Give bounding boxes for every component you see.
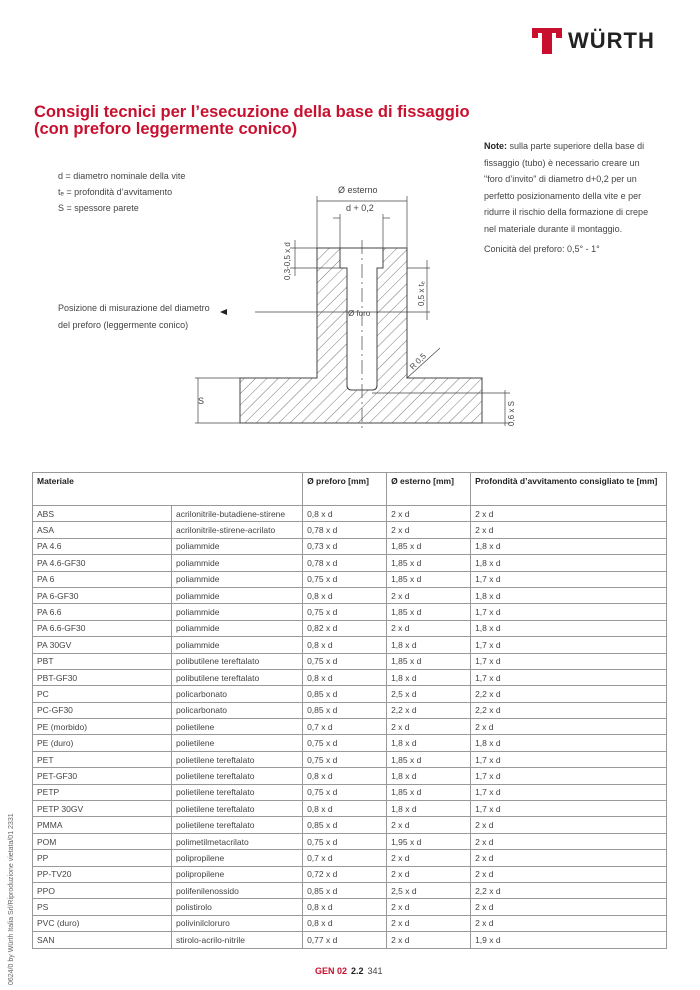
cell-depth: 1,9 x d xyxy=(471,932,667,948)
cell-outer: 2 x d xyxy=(387,719,471,735)
cell-description: stirolo-acrilo-nitrile xyxy=(172,932,303,948)
header-pre-hole: Ø preforo [mm] xyxy=(303,473,387,506)
cell-material: PETP xyxy=(33,784,172,800)
cell-depth: 2 x d xyxy=(471,817,667,833)
cell-material: PA 30GV xyxy=(33,637,172,653)
cell-material: POM xyxy=(33,833,172,849)
table-row xyxy=(33,620,667,636)
cell-description: policarbonato xyxy=(172,702,303,718)
cell-description: poliammide xyxy=(172,604,303,620)
cell-pre-hole: 0,75 x d xyxy=(303,784,387,800)
cell-pre-hole: 0,8 x d xyxy=(303,506,387,522)
cell-depth: 1,7 x d xyxy=(471,768,667,784)
cell-pre-hole: 0,85 x d xyxy=(303,882,387,898)
cell-pre-hole: 0,8 x d xyxy=(303,768,387,784)
cell-pre-hole: 0,8 x d xyxy=(303,637,387,653)
cell-pre-hole: 0,8 x d xyxy=(303,801,387,817)
cell-depth: 1,8 x d xyxy=(471,538,667,554)
cell-depth: 1,7 x d xyxy=(471,637,667,653)
table-header xyxy=(33,473,667,506)
cell-outer: 1,95 x d xyxy=(387,833,471,849)
cell-outer: 1,85 x d xyxy=(387,538,471,554)
cell-pre-hole: 0,73 x d xyxy=(303,538,387,554)
cell-depth: 2 x d xyxy=(471,506,667,522)
label-top-depth: 0,3-0,5 x d xyxy=(283,242,292,280)
cell-depth: 2,2 x d xyxy=(471,686,667,702)
page-footer xyxy=(315,966,383,976)
label-hole-diameter: Ø foro xyxy=(348,309,371,318)
cell-outer: 1,85 x d xyxy=(387,555,471,571)
cell-material: PC xyxy=(33,686,172,702)
cell-material: PPO xyxy=(33,882,172,898)
technical-drawing xyxy=(0,0,700,470)
cell-pre-hole: 0,8 x d xyxy=(303,669,387,685)
title-line-1: Consigli tecnici per l’esecuzione della base di fissaggio xyxy=(34,103,470,121)
cell-material: PA 6.6 xyxy=(33,604,172,620)
label-radius: R 0,5 xyxy=(408,351,428,372)
cell-depth: 1,8 x d xyxy=(471,587,667,603)
table-row xyxy=(33,637,667,653)
cell-outer: 1,8 x d xyxy=(387,637,471,653)
cell-description: polietilene xyxy=(172,735,303,751)
cell-depth: 1,8 x d xyxy=(471,735,667,751)
cell-outer: 1,85 x d xyxy=(387,784,471,800)
cell-material: ASA xyxy=(33,522,172,538)
conicity-text: Conicità del preforo: 0,5° - 1° xyxy=(484,244,600,254)
cell-material: PS xyxy=(33,899,172,915)
table-row xyxy=(33,522,667,538)
brand-name: WÜRTH xyxy=(568,28,655,53)
cell-pre-hole: 0,75 x d xyxy=(303,571,387,587)
cell-outer: 2,5 x d xyxy=(387,686,471,702)
cell-material: PP xyxy=(33,850,172,866)
cell-pre-hole: 0,85 x d xyxy=(303,702,387,718)
cell-description: policarbonato xyxy=(172,686,303,702)
cell-pre-hole: 0,8 x d xyxy=(303,899,387,915)
cell-outer: 1,8 x d xyxy=(387,735,471,751)
cell-material: PA 6-GF30 xyxy=(33,587,172,603)
cell-material: PVC (duro) xyxy=(33,915,172,931)
table-row xyxy=(33,686,667,702)
page-number: 341 xyxy=(367,966,383,976)
table-row xyxy=(33,882,667,898)
cell-material: PA 4.6-GF30 xyxy=(33,555,172,571)
cell-depth: 2,2 x d xyxy=(471,882,667,898)
cell-material: PA 6 xyxy=(33,571,172,587)
cell-description: polipropilene xyxy=(172,866,303,882)
table-row xyxy=(33,932,667,948)
table-row xyxy=(33,555,667,571)
footer-section: GEN 02 xyxy=(315,966,348,976)
cell-description: polietilene tereftalato xyxy=(172,784,303,800)
cell-description: poliammide xyxy=(172,538,303,554)
note-label: Note: xyxy=(484,141,507,151)
cell-outer: 1,85 x d xyxy=(387,653,471,669)
table-row xyxy=(33,751,667,767)
cell-pre-hole: 0,75 x d xyxy=(303,604,387,620)
cell-pre-hole: 0,72 x d xyxy=(303,866,387,882)
cell-pre-hole: 0,82 x d xyxy=(303,620,387,636)
table-row xyxy=(33,817,667,833)
table-row xyxy=(33,768,667,784)
cell-material: PETP 30GV xyxy=(33,801,172,817)
cell-material: PET-GF30 xyxy=(33,768,172,784)
note-text: sulla parte superiore della base di fissaggio (tubo) è necessario creare un "foro d’invito" di diametro d+0,2 per un perfetto posizionamento della vite e per ridurre il rischio della formazione di crepe nel materiale durante il montaggio. xyxy=(484,141,649,234)
table-row xyxy=(33,801,667,817)
cell-outer: 2 x d xyxy=(387,587,471,603)
cell-pre-hole: 0,78 x d xyxy=(303,555,387,571)
cell-material: PMMA xyxy=(33,817,172,833)
cell-depth: 1,7 x d xyxy=(471,669,667,685)
cell-description: acrilonitrile-stirene-acrilato xyxy=(172,522,303,538)
legend-item: d = diametro nominale della vite xyxy=(58,171,186,181)
cell-material: ABS xyxy=(33,506,172,522)
table-row xyxy=(33,899,667,915)
materials-table xyxy=(32,472,667,949)
boss-section xyxy=(240,248,482,423)
cell-material: PC-GF30 xyxy=(33,702,172,718)
table-row xyxy=(33,784,667,800)
cell-description: polimetilmetacrilato xyxy=(172,833,303,849)
table-row xyxy=(33,669,667,685)
cell-material: PP-TV20 xyxy=(33,866,172,882)
table-row xyxy=(33,587,667,603)
cell-pre-hole: 0,75 x d xyxy=(303,735,387,751)
label-wall: S xyxy=(198,396,205,406)
cell-pre-hole: 0,8 x d xyxy=(303,587,387,603)
cell-depth: 1,7 x d xyxy=(471,784,667,800)
cell-material: SAN xyxy=(33,932,172,948)
table-row xyxy=(33,538,667,554)
cell-outer: 2 x d xyxy=(387,899,471,915)
cell-description: poliammide xyxy=(172,637,303,653)
table-row xyxy=(33,735,667,751)
cell-depth: 2 x d xyxy=(471,899,667,915)
cell-outer: 1,85 x d xyxy=(387,571,471,587)
label-counterbore: d + 0,2 xyxy=(346,203,374,213)
table-row xyxy=(33,653,667,669)
table-row xyxy=(33,866,667,882)
cell-description: polietilene tereftalato xyxy=(172,751,303,767)
cell-material: PET xyxy=(33,751,172,767)
cell-depth: 1,7 x d xyxy=(471,801,667,817)
cell-outer: 1,85 x d xyxy=(387,604,471,620)
cell-outer: 1,8 x d xyxy=(387,768,471,784)
cell-material: PBT xyxy=(33,653,172,669)
cell-depth: 1,7 x d xyxy=(471,571,667,587)
legend-item: tₑ = profondità d’avvitamento xyxy=(58,187,173,197)
cell-material: PBT-GF30 xyxy=(33,669,172,685)
table-row xyxy=(33,702,667,718)
cell-depth: 2,2 x d xyxy=(471,702,667,718)
cell-pre-hole: 0,7 x d xyxy=(303,850,387,866)
header-outer: Ø esterno [mm] xyxy=(387,473,471,506)
cell-depth: 1,7 x d xyxy=(471,653,667,669)
table-row xyxy=(33,571,667,587)
cell-description: poliammide xyxy=(172,587,303,603)
cell-outer: 1,85 x d xyxy=(387,751,471,767)
cell-material: PE (morbido) xyxy=(33,719,172,735)
cell-description: polipropilene xyxy=(172,850,303,866)
header-depth: Profondità d’avvitamento consigliato te [mm] xyxy=(471,473,667,506)
cell-depth: 2 x d xyxy=(471,719,667,735)
measure-position-line-1: Posizione di misurazione del diametro xyxy=(58,303,210,313)
cell-depth: 2 x d xyxy=(471,833,667,849)
cell-outer: 2 x d xyxy=(387,522,471,538)
table-row xyxy=(33,506,667,522)
label-outer-diameter: Ø esterno xyxy=(338,185,378,195)
table-row xyxy=(33,604,667,620)
cell-outer: 2 x d xyxy=(387,620,471,636)
cell-depth: 2 x d xyxy=(471,915,667,931)
cell-depth: 1,8 x d xyxy=(471,555,667,571)
cell-description: polietilene tereftalato xyxy=(172,817,303,833)
table-row xyxy=(33,719,667,735)
cell-pre-hole: 0,75 x d xyxy=(303,751,387,767)
cell-description: poliammide xyxy=(172,555,303,571)
cell-depth: 2 x d xyxy=(471,522,667,538)
cell-material: PA 4.6 xyxy=(33,538,172,554)
label-bottom-thickness: 0,6 x S xyxy=(507,401,516,426)
arrow-icon xyxy=(220,309,227,315)
cell-description: poliammide xyxy=(172,571,303,587)
cell-depth: 1,8 x d xyxy=(471,620,667,636)
cell-pre-hole: 0,75 x d xyxy=(303,653,387,669)
cell-outer: 2,2 x d xyxy=(387,702,471,718)
cell-pre-hole: 0,77 x d xyxy=(303,932,387,948)
label-half-depth: 0,5 x tₑ xyxy=(417,281,426,306)
cell-outer: 2 x d xyxy=(387,866,471,882)
cell-description: acrilonitrile-butadiene-stirene xyxy=(172,506,303,522)
footer-subsection: 2.2 xyxy=(351,966,364,976)
cell-description: polistirolo xyxy=(172,899,303,915)
cell-pre-hole: 0,75 x d xyxy=(303,833,387,849)
measure-position-line-2: del preforo (leggermente conico) xyxy=(58,320,189,330)
cell-pre-hole: 0,85 x d xyxy=(303,686,387,702)
title-line-2: (con preforo leggermente conico) xyxy=(34,120,298,138)
cell-outer: 2 x d xyxy=(387,932,471,948)
header-material: Materiale xyxy=(33,473,303,506)
cell-depth: 1,7 x d xyxy=(471,751,667,767)
cell-pre-hole: 0,85 x d xyxy=(303,817,387,833)
cell-description: polivinilcloruro xyxy=(172,915,303,931)
cell-outer: 1,8 x d xyxy=(387,669,471,685)
cell-pre-hole: 0,78 x d xyxy=(303,522,387,538)
table-row xyxy=(33,915,667,931)
cell-outer: 2 x d xyxy=(387,506,471,522)
cell-pre-hole: 0,7 x d xyxy=(303,719,387,735)
cell-outer: 1,8 x d xyxy=(387,801,471,817)
copyright-note: 0624/0 by Würth Italia Srl/Riproduzione vietata/01 2331 xyxy=(8,813,15,985)
table-row xyxy=(33,850,667,866)
cell-depth: 2 x d xyxy=(471,850,667,866)
legend-item: S = spessore parete xyxy=(58,203,139,213)
cell-outer: 2 x d xyxy=(387,850,471,866)
cell-depth: 2 x d xyxy=(471,866,667,882)
cell-description: polietilene xyxy=(172,719,303,735)
cell-description: polietilene tereftalato xyxy=(172,768,303,784)
table-row xyxy=(33,833,667,849)
cell-material: PA 6.6-GF30 xyxy=(33,620,172,636)
cell-outer: 2,5 x d xyxy=(387,882,471,898)
cell-material: PE (duro) xyxy=(33,735,172,751)
cell-description: polietilene tereftalato xyxy=(172,801,303,817)
cell-outer: 2 x d xyxy=(387,915,471,931)
cell-description: polibutilene tereftalato xyxy=(172,653,303,669)
cell-depth: 1,7 x d xyxy=(471,604,667,620)
cell-description: poliammide xyxy=(172,620,303,636)
cell-outer: 2 x d xyxy=(387,817,471,833)
cell-pre-hole: 0,8 x d xyxy=(303,915,387,931)
cell-description: polifenilenossido xyxy=(172,882,303,898)
cell-description: polibutilene tereftalato xyxy=(172,669,303,685)
